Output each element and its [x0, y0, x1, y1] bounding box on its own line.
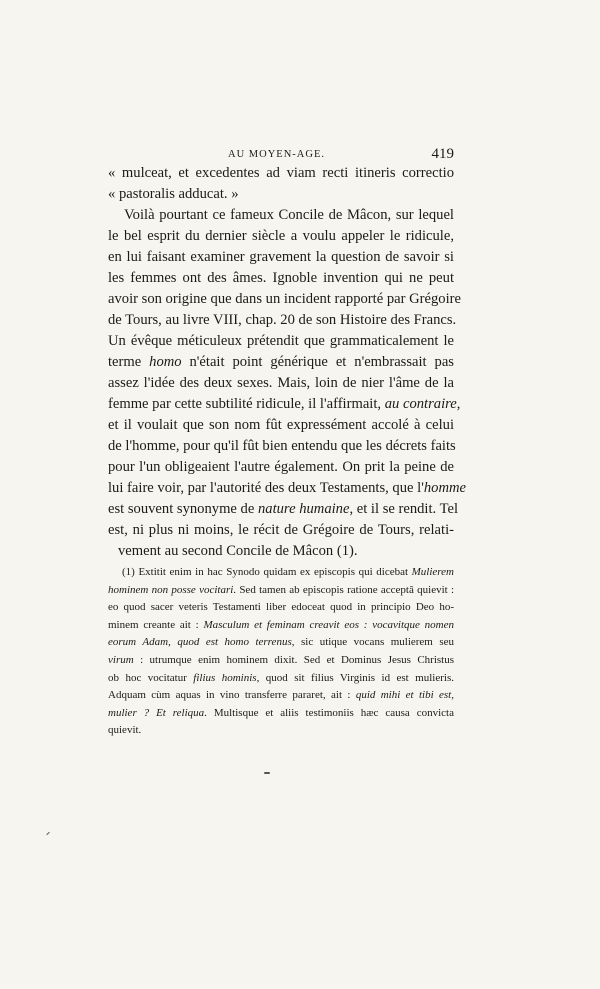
text-line — [108, 478, 466, 499]
text-line: de l'homme, pour qu'il fût bien entendu que les décrets faits — [108, 438, 456, 454]
footnote-italic: eorum Adam — [108, 636, 169, 649]
footnote-segment: , quod sit filius Virginis id est mulieris. — [256, 671, 454, 684]
text-segment: , et il se rendit. Tel — [349, 501, 458, 517]
footnote-line — [108, 705, 454, 723]
italic-term: nature humaine — [257, 501, 350, 517]
text-line: de Tours, au livre VIII, chap. 20 de son Histoire des Francs. — [108, 312, 457, 328]
footnotes — [108, 564, 454, 740]
text-segment: est souvent synonyme de — [108, 501, 258, 517]
footnote-italic: mulier ? Et reliqua — [108, 706, 205, 719]
footnote-segment: . Multisque et aliis testimoniis hæc causa convicta — [204, 706, 454, 719]
text-line: « pastoralis adducat. » — [108, 186, 239, 202]
footnote-line — [108, 722, 454, 740]
footnote-line — [108, 670, 454, 688]
text-line: est, ni plus ni moins, le récit de Grégoire de Tours, relati- — [108, 522, 454, 538]
text-line: vement au second Concile de Mâcon (1). — [118, 543, 358, 559]
text-line: le bel esprit du dernier siècle a voulu appeler le ridicule, — [108, 228, 454, 244]
text-segment: , — [456, 396, 461, 412]
footnote-segment: ob hoc vocitatur — [108, 671, 194, 684]
footnote-italic: hominem non posse vocitari — [108, 583, 234, 596]
text-line — [108, 499, 458, 520]
text-segment: n'était point générique et n'embrassait pas — [181, 354, 454, 370]
text-line: les femmes ont des âmes. Ignoble invention qui ne peut — [108, 270, 454, 286]
footnote-italic: quid mihi et tibi est, — [355, 689, 454, 702]
text-line: avoir son origine que dans un incident rapporté par Grégoire — [108, 291, 461, 307]
text-line: assez l'idée des deux sexes. Mais, loin de nier l'âme de la — [108, 375, 454, 391]
footnote-segment: : utrumque enim hominem dixit. Sed et Dominus Jesus Christus — [133, 653, 454, 666]
print-speck — [264, 772, 270, 774]
footnote-line — [108, 634, 454, 652]
footnote-line — [108, 687, 454, 705]
footnote-line — [108, 617, 454, 635]
footnote-italic: filius hominis — [193, 671, 257, 684]
italic-term: homme — [423, 480, 466, 496]
footnote-line — [108, 582, 454, 600]
body-text — [108, 163, 466, 562]
italic-term: au contraire — [384, 396, 457, 412]
text-segment: femme par cette subtilité ridicule, il l'affirmait, — [108, 396, 385, 412]
footnote-segment: quievit. — [108, 724, 142, 737]
footnote-segment: eo quod sacer veteris Testamenti liber edoceat quod in principio Deo ho- — [108, 601, 454, 614]
footnote-italic: Masculum et feminam creavit eos : vocavitque nomen — [203, 618, 454, 631]
footnote-italic: virum — [108, 653, 134, 666]
text-line: pour l'un obligeaient l'autre également. On prit la peine de — [108, 459, 454, 475]
text-line: « mulceat, et excedentes ad viam recti itineris correctio — [108, 165, 454, 181]
footnote-line — [108, 652, 454, 670]
footnote-segment: minem creante ait : — [108, 618, 204, 631]
footnote-segment: , — [168, 636, 178, 649]
footnote-italic: quod est homo terrenus — [177, 636, 292, 649]
footnote-line — [108, 599, 454, 617]
text-line: Un évêque méticuleux prétendit que grammaticalement le — [108, 333, 454, 349]
footnote-segment: , sic utique vocans mulierem seu — [291, 636, 455, 649]
text-line: et il voulait que son nom fût expressément accolé à celui — [108, 417, 454, 433]
text-line: Voilà pourtant ce fameux Concile de Mâcon, sur lequel — [124, 207, 454, 223]
text-line — [108, 352, 454, 373]
running-title: AU MOYEN-AGE. — [228, 149, 325, 160]
text-segment: lui faire voir, par l'autorité des deux Testaments, que l' — [108, 480, 424, 496]
italic-term: homo — [149, 354, 182, 370]
text-line — [108, 394, 461, 415]
footnote-segment: Adquam cùm aquas in vino transferre pararet, ait : — [108, 689, 356, 702]
print-speck — [46, 832, 50, 835]
page-number: 419 — [431, 146, 454, 162]
footnote-line — [108, 564, 454, 582]
footnote-italic: Mulierem — [411, 566, 454, 578]
text-segment: terme — [108, 354, 150, 370]
footnote-segment: . Sed tamen ab episcopis ratione acceptâ quievit : — [233, 583, 455, 596]
footnote-segment: (1) Extitit enim in hac Synodo quidam ex episcopis qui dicebat — [122, 566, 412, 578]
text-line: en lui faisant examiner gravement la question de savoir si — [108, 249, 454, 265]
